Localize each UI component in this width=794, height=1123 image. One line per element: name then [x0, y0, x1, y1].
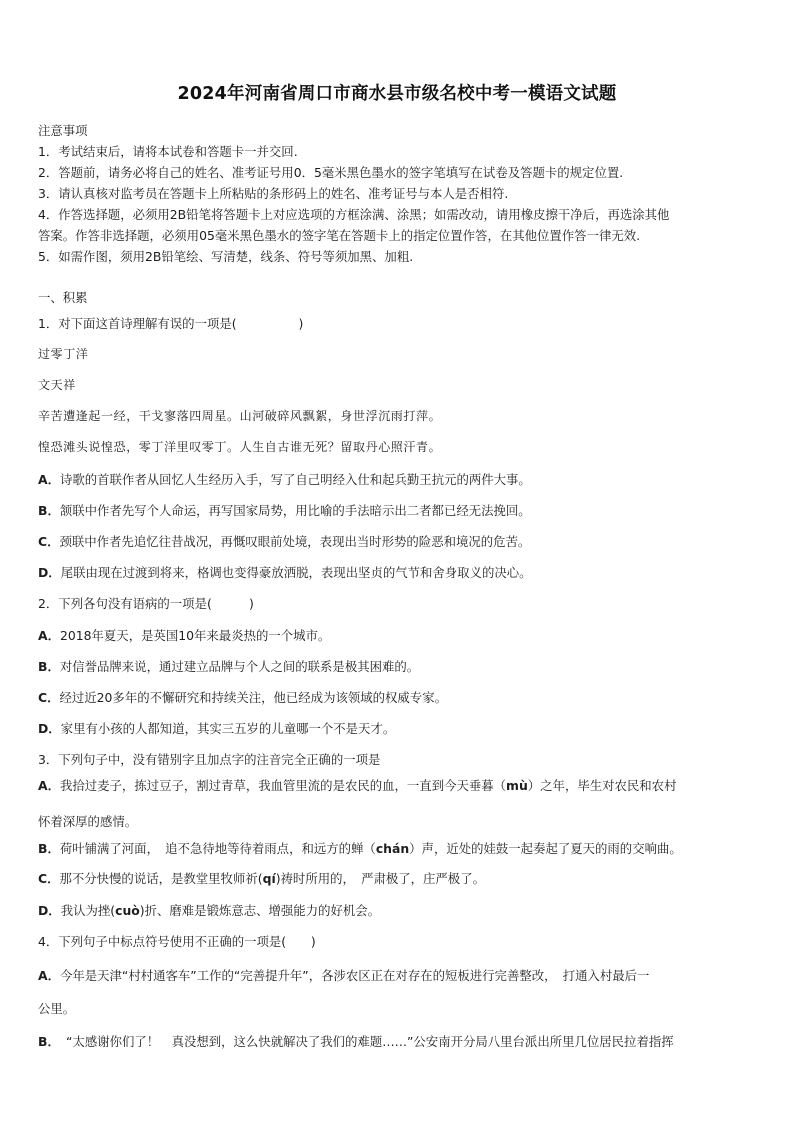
option-label: D． — [38, 565, 61, 580]
q1-option-c — [38, 532, 530, 550]
poem-author: 文天祥 — [38, 378, 76, 392]
q2-option-d — [38, 719, 395, 737]
option-text: ）声，近处的娃鼓一起奏起了夏天的雨的交响曲。 — [409, 841, 682, 856]
option-text: “太感谢你们了！ 真没想到，这么快就解决了我们的难题……”公安南开分局八里台派出所里几位居民拉着指挥 — [53, 1034, 674, 1049]
q4-stem: 4．下列句子中标点符号使用不正确的一项是( ) — [38, 934, 316, 949]
option-text: 我拾过麦子，拣过豆子，割过青草，我血管里流的是农民的血，一直到今天垂暮（ — [59, 778, 507, 793]
q4-option-a — [38, 966, 649, 984]
q4-option-a-cont: 公里。 — [38, 1001, 76, 1016]
section-heading: 一、积累 — [38, 290, 88, 305]
notice-item: 3．请认真核对监考员在答题卡上所粘贴的条形码上的姓名、准考证号与本人是否相符. — [38, 186, 509, 201]
pinyin: cuò — [115, 903, 140, 918]
option-text: 我认为挫( — [60, 903, 116, 918]
option-label: A． — [38, 968, 60, 983]
q3-option-a — [38, 776, 676, 794]
page-title: 2024年河南省周口市商水县市级名校中考一模语文试题 — [177, 84, 617, 104]
option-label: A． — [38, 628, 60, 643]
option-label: B． — [38, 503, 60, 518]
option-label: A． — [38, 778, 60, 793]
option-label: A． — [38, 472, 60, 487]
option-label: C． — [38, 690, 60, 705]
q3-option-b — [38, 839, 682, 857]
notice-item: 4．作答选择题，必须用2B铅笔将答题卡上对应选项的方框涂满、涂黑；如需改动，请用橡皮擦干净后，再选涂其他 — [38, 207, 670, 222]
option-text: 家里有小孩的人都知道，其实三五岁的儿童哪一个不是天才。 — [60, 721, 396, 736]
pinyin: mù — [506, 778, 528, 793]
pinyin: chán — [375, 841, 410, 856]
option-label: D． — [38, 721, 61, 736]
q2-option-a — [38, 626, 330, 644]
q3-option-a-cont: 怀着深厚的感情。 — [38, 814, 138, 829]
q3-option-d — [38, 901, 380, 919]
option-text: 诗歌的首联作者从回忆人生经历入手，写了自己明经入仕和起兵勤王抗元的两件大事。 — [59, 472, 531, 487]
q4-option-b — [38, 1032, 674, 1050]
q1-option-d — [38, 563, 532, 581]
q1-stem: 1．对下面这首诗理解有误的一项是( ) — [38, 316, 304, 331]
option-label: C． — [38, 871, 60, 886]
q2-stem: 2．下列各句没有语病的一项是( ) — [38, 596, 254, 611]
option-text: ）之年，毕生对农民和农村 — [527, 778, 677, 793]
q2-option-b — [38, 657, 419, 675]
pinyin: qí — [262, 871, 276, 886]
notice-item: 2．答题前，请务必将自己的姓名、准考证号用0．5毫米黑色墨水的签字笔填写在试卷及答题卡的规定位置. — [38, 165, 624, 180]
q1-option-a — [38, 470, 531, 488]
option-label: C． — [38, 534, 60, 549]
q3-stem: 3．下列句子中，没有错别字且加点字的注音完全正确的一项是 — [38, 752, 381, 767]
poem-line: 辛苦遭逢起一经，干戈寥落四周星。山河破碎风飘絮，身世浮沉雨打萍。 — [38, 409, 442, 423]
q2-option-c — [38, 688, 447, 706]
notice-item: 5．如需作图，须用2B铅笔绘、写清楚，线条、符号等须加黑、加粗. — [38, 249, 414, 264]
q1-option-b — [38, 501, 531, 519]
option-text: 尾联由现在过渡到将来，格调也变得豪放洒脱，表现出坚贞的气节和舍身取义的决心。 — [60, 565, 532, 580]
option-text: 荷叶铺满了河面， 追不急待地等待着雨点，和远方的蝉（ — [59, 841, 376, 856]
option-label: D． — [38, 903, 61, 918]
option-text: )祷时所用的， 严肃极了，庄严极了。 — [275, 871, 485, 886]
poem-line: 惶恐滩头说惶恐，零丁洋里叹零丁。人生自古谁无死？留取丹心照汗青。 — [38, 440, 442, 454]
poem-title: 过零丁洋 — [38, 347, 89, 361]
option-text: 那不分快慢的说话，是教堂里牧师祈( — [59, 871, 263, 886]
notice-item: 1．考试结束后，请将本试卷和答题卡一并交回. — [38, 144, 298, 159]
option-text: 对信誉品牌来说，通过建立品牌与个人之间的联系是极其困难的。 — [59, 659, 420, 674]
option-text: 颔联中作者先写个人命运，再写国家局势，用比喻的手法暗示出二者都已经无法挽回。 — [59, 503, 531, 518]
option-label: B． — [38, 1034, 54, 1049]
option-text: 2018年夏天，是英国10年来最炎热的一个城市。 — [59, 628, 331, 643]
q3-option-c — [38, 869, 485, 887]
option-label: B． — [38, 659, 60, 674]
option-text: 经过近20多年的不懈研究和持续关注，他已经成为该领域的权威专家。 — [59, 690, 447, 705]
option-label: B． — [38, 841, 60, 856]
option-text: 颈联中作者先追忆往昔战况，再慨叹眼前处境，表现出当时形势的险恶和境况的危苦。 — [59, 534, 531, 549]
option-text: )折、磨难是锻炼意志、增强能力的好机会。 — [139, 903, 381, 918]
notice-heading: 注意事项 — [38, 123, 88, 138]
notice-item: 答案。作答非选择题，必须用05毫米黑色墨水的签字笔在答题卡上的指定位置作答，在其他位置作答一律无效. — [38, 228, 641, 243]
option-text: 今年是天津“村村通客车”工作的“完善提升年”，各涉农区正在对存在的短板进行完善整改， 打通入村最后一 — [59, 968, 650, 983]
